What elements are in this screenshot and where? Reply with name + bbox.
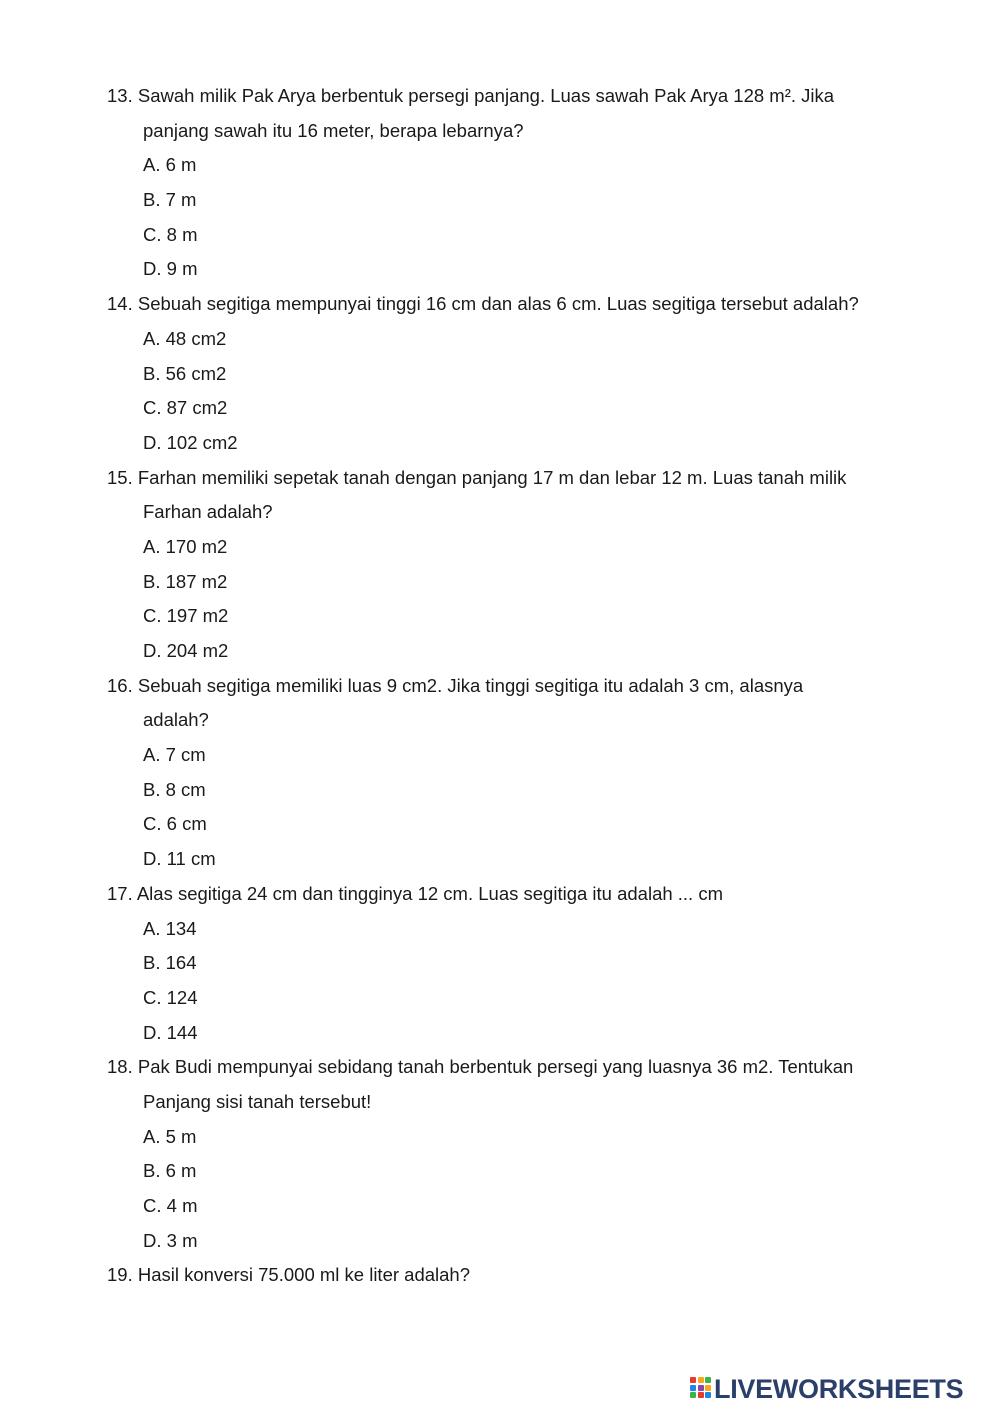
answer-option-c[interactable]: C. 87 cm2 xyxy=(143,397,228,419)
answer-option-b[interactable]: B. 6 m xyxy=(143,1160,197,1182)
answer-option-d[interactable]: D. 144 xyxy=(143,1021,198,1043)
logo-text: LIVEWORKSHEETS xyxy=(714,1374,964,1404)
liveworksheets-logo[interactable] xyxy=(690,1374,963,1404)
logo-tile xyxy=(705,1377,711,1383)
question-text: 16. Sebuah segitiga memiliki luas 9 cm2. Jika tinggi segitiga itu adalah 3 cm, alasnya xyxy=(107,674,804,696)
answer-option-d[interactable]: D. 102 cm2 xyxy=(143,431,238,453)
question-18 xyxy=(0,1050,999,1258)
answer-option-b[interactable]: B. 56 cm2 xyxy=(143,362,227,384)
answer-option-a[interactable]: A. 48 cm2 xyxy=(143,327,227,349)
question-14 xyxy=(0,287,999,460)
answer-option-c[interactable]: C. 197 m2 xyxy=(143,605,229,627)
answer-option-d[interactable]: D. 9 m xyxy=(143,258,198,280)
answer-option-a[interactable]: A. 7 cm xyxy=(143,744,206,766)
answer-option-d[interactable]: D. 11 cm xyxy=(143,848,216,870)
question-text: 15. Farhan memiliki sepetak tanah dengan panjang 17 m dan lebar 12 m. Luas tanah milik xyxy=(107,466,847,488)
question-13 xyxy=(0,79,999,287)
question-text-continued: panjang sawah itu 16 meter, berapa lebarnya? xyxy=(143,119,524,141)
answer-option-a[interactable]: A. 170 m2 xyxy=(143,535,228,557)
answer-option-c[interactable]: C. 4 m xyxy=(143,1195,198,1216)
question-16 xyxy=(0,669,999,877)
question-17 xyxy=(0,877,999,1050)
logo-tile xyxy=(705,1385,711,1391)
logo-tile xyxy=(698,1385,704,1391)
question-text: 14. Sebuah segitiga mempunyai tinggi 16 cm dan alas 6 cm. Luas segitiga tersebut adalah? xyxy=(107,293,859,315)
answer-option-c[interactable]: C. 124 xyxy=(143,986,198,1008)
question-text-continued: Panjang sisi tanah tersebut! xyxy=(143,1090,372,1112)
answer-option-b[interactable]: B. 8 cm xyxy=(143,778,206,800)
logo-tile xyxy=(705,1392,711,1398)
logo-tile xyxy=(698,1392,704,1398)
question-text: 13. Sawah milik Pak Arya berbentuk persegi panjang. Luas sawah Pak Arya 128 m². Jika xyxy=(107,85,835,106)
question-text-continued: Farhan adalah? xyxy=(143,501,273,523)
logo-tile xyxy=(690,1385,696,1391)
liveworksheets-logo-icon xyxy=(690,1377,712,1401)
answer-option-a[interactable]: A. 5 m xyxy=(143,1125,197,1147)
answer-option-b[interactable]: B. 7 m xyxy=(143,189,197,211)
answer-option-a[interactable]: A. 134 xyxy=(143,917,197,939)
answer-option-a[interactable]: A. 6 m xyxy=(143,154,197,176)
question-text: 17. Alas segitiga 24 cm dan tingginya 12 cm. Luas segitiga itu adalah ... cm xyxy=(107,882,724,904)
logo-tile xyxy=(690,1377,696,1383)
question-text: 18. Pak Budi mempunyai sebidang tanah berbentuk persegi yang luasnya 36 m2. Tentukan xyxy=(107,1056,854,1078)
answer-option-b[interactable]: B. 164 xyxy=(143,952,197,974)
question-text: 19. Hasil konversi 75.000 ml ke liter adalah? xyxy=(107,1264,470,1286)
logo-tile xyxy=(698,1377,704,1383)
logo-tile xyxy=(690,1392,696,1398)
answer-option-d[interactable]: D. 3 m xyxy=(143,1229,198,1251)
answer-option-d[interactable]: D. 204 m2 xyxy=(143,640,229,661)
answer-option-b[interactable]: B. 187 m2 xyxy=(143,570,228,592)
question-19 xyxy=(0,1258,999,1293)
answer-option-c[interactable]: C. 6 cm xyxy=(143,813,207,835)
question-text-continued: adalah? xyxy=(143,709,209,731)
worksheet-content xyxy=(0,79,999,1293)
question-15 xyxy=(0,461,999,669)
answer-option-c[interactable]: C. 8 m xyxy=(143,223,198,245)
